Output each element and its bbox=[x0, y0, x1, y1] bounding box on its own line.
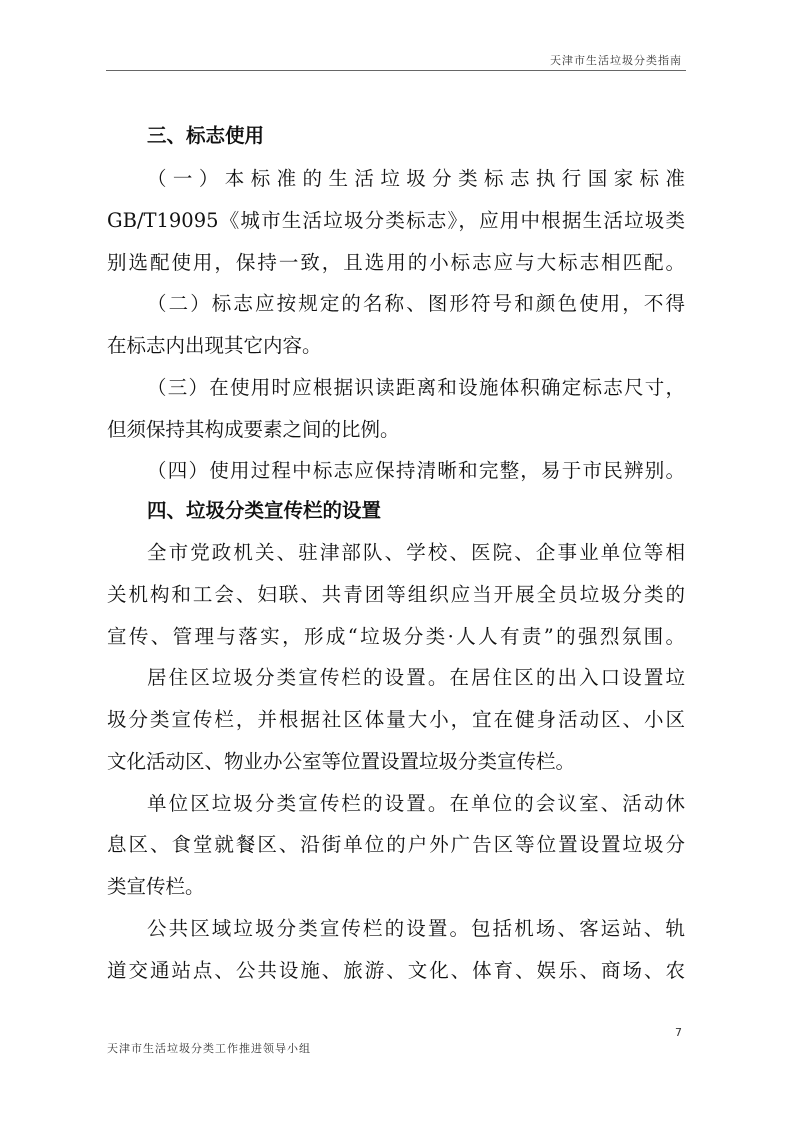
header-divider bbox=[106, 70, 686, 71]
paragraph-line: 单位区垃圾分类宣传栏的设置。在单位的会议室、活动休 bbox=[147, 792, 685, 815]
page-number: 7 bbox=[675, 1026, 682, 1039]
running-footer: 天津市生活垃圾分类工作推进领导小组 bbox=[107, 1042, 311, 1055]
paragraph-line: 全市党政机关、驻津部队、学校、医院、企事业单位等相 bbox=[147, 541, 685, 564]
paragraph-line: 文化活动区、物业办公室等位置设置垃圾分类宣传栏。 bbox=[107, 750, 576, 773]
paragraph-line: （三）在使用时应根据识读距离和设施体积确定标志尺寸， bbox=[147, 376, 685, 399]
paragraph-line: （四）使用过程中标志应保持清晰和完整，易于市民辨别。 bbox=[147, 459, 685, 482]
paragraph-line: 别选配使用，保持一致，且选用的小标志应与大标志相匹配。 bbox=[107, 251, 685, 274]
paragraph-line: 居住区垃圾分类宣传栏的设置。在居住区的出入口设置垃 bbox=[147, 666, 685, 689]
paragraph-line: 息区、食堂就餐区、沿街单位的户外广告区等位置设置垃圾分 bbox=[107, 833, 685, 856]
paragraph-line: GB/T19095《城市生活垃圾分类标志》，应用中根据生活垃圾类 bbox=[107, 209, 685, 232]
paragraph-line: 类宣传栏。 bbox=[107, 875, 205, 898]
running-header: 天津市生活垃圾分类指南 bbox=[550, 54, 682, 67]
paragraph-line: 道交通站点、公共设施、旅游、文化、体育、娱乐、商场、农 bbox=[107, 959, 685, 982]
paragraph-line: 公共区域垃圾分类宣传栏的设置。包括机场、客运站、轨 bbox=[147, 917, 685, 940]
section-heading-4: 四、垃圾分类宣传栏的设置 bbox=[147, 499, 382, 522]
paragraph-line: 但须保持其构成要素之间的比例。 bbox=[107, 418, 400, 441]
section-heading-3: 三、标志使用 bbox=[147, 124, 265, 147]
paragraph-line: （一）本标准的生活垃圾分类标志执行国家标准 bbox=[147, 167, 685, 190]
paragraph-line: （二）标志应按规定的名称、图形符号和颜色使用，不得 bbox=[147, 292, 685, 315]
paragraph-line: 关机构和工会、妇联、共青团等组织应当开展全员垃圾分类的 bbox=[107, 583, 685, 606]
paragraph-line: 圾分类宣传栏，并根据社区体量大小，宜在健身活动区、小区 bbox=[107, 708, 685, 731]
paragraph-line: 在标志内出现其它内容。 bbox=[107, 334, 322, 357]
paragraph-line: 宣传、管理与落实，形成“垃圾分类·人人有责”的强烈氛围。 bbox=[107, 625, 685, 648]
